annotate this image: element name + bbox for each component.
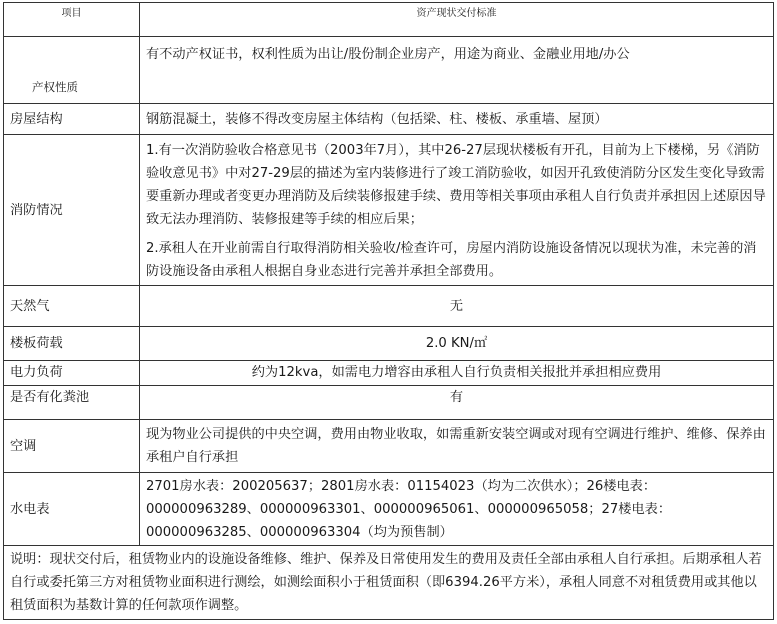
table-row-septic	[4, 386, 774, 420]
row-label: 消防情况	[4, 135, 140, 286]
table-row-floor-load	[4, 327, 774, 361]
fire-paragraph-1: 1.有一次消防验收合格意见书（2003年7月），其中26-27层现状楼板有开孔，目前为上下楼梯，另《消防验收意见书》中对27-29层的描述为室内装修进行了竣工消防验收，如因开孔致使消防分区发生变化导致需要重新办理或者变更办理消防及后续装修报建手续、费用等相关事项由承租人自行负责并承担因上述原因导致无法办理消防、装修报建等手续的相应后果；	[146, 143, 766, 227]
table-row-property-nature	[4, 37, 774, 104]
table-note-row	[4, 546, 774, 620]
row-label: 空调	[4, 420, 140, 473]
row-label: 天然气	[4, 286, 140, 327]
header-item: 项目	[4, 3, 140, 37]
row-value: 2701房水表：200205637；2801房水表：01154023（均为二次供水）；26楼电表：000000963289、000000963301、000000965061、000000965058；27楼电表：000000963285、000000963304（均为预售制）	[140, 473, 774, 546]
table-row-aircon	[4, 420, 774, 473]
fire-paragraph-2: 2.承租人在开业前需自行取得消防相关验收/检查许可，房屋内消防设施设备情况以现状为准，未完善的消防设施设备由承租人根据自身业态进行完善并承担全部费用。	[146, 241, 757, 279]
row-value: 有不动产权证书，权利性质为出让/股份制企业房产，用途为商业、金融业用地/办公	[140, 37, 774, 104]
table-row-meters	[4, 473, 774, 546]
row-label: 是否有化粪池	[4, 386, 140, 420]
header-standard: 资产现状交付标准	[140, 3, 774, 37]
row-value: 无	[140, 286, 774, 327]
row-value: 有	[140, 386, 774, 420]
table-row-structure	[4, 104, 774, 135]
note-text: 说明：现状交付后，租赁物业内的设施设备维修、维护、保养及日常使用发生的费用及责任全部由承租人自行承担。后期承租人若自行或委托第三方对租赁物业面积进行测绘，如测绘面积小于租赁面积（即6394.26平方米），承租人同意不对租赁费用或其他以租赁面积为基数计算的任何款项作调整。	[4, 546, 774, 620]
table-row-power	[4, 361, 774, 386]
table-header-row	[4, 3, 774, 37]
table-row-gas	[4, 286, 774, 327]
row-value: 现为物业公司提供的中央空调，费用由物业收取，如需重新安装空调或对现有空调进行维护、维修、保养由承租户自行承担	[140, 420, 774, 473]
row-label: 房屋结构	[4, 104, 140, 135]
row-label: 产权性质	[4, 37, 140, 104]
row-label: 水电表	[4, 473, 140, 546]
row-label: 楼板荷载	[4, 327, 140, 361]
row-label: 电力负荷	[4, 361, 140, 386]
row-value	[140, 135, 774, 286]
row-value: 2.0 KN/㎡	[140, 327, 774, 361]
asset-delivery-table-wrapper	[3, 2, 774, 620]
row-value: 约为12kva，如需电力增容由承租人自行负责相关报批并承担相应费用	[140, 361, 774, 386]
table-row-fire	[4, 135, 774, 286]
row-value: 钢筋混凝土，装修不得改变房屋主体结构（包括梁、柱、楼板、承重墙、屋顶）	[140, 104, 774, 135]
asset-delivery-table	[3, 2, 774, 620]
